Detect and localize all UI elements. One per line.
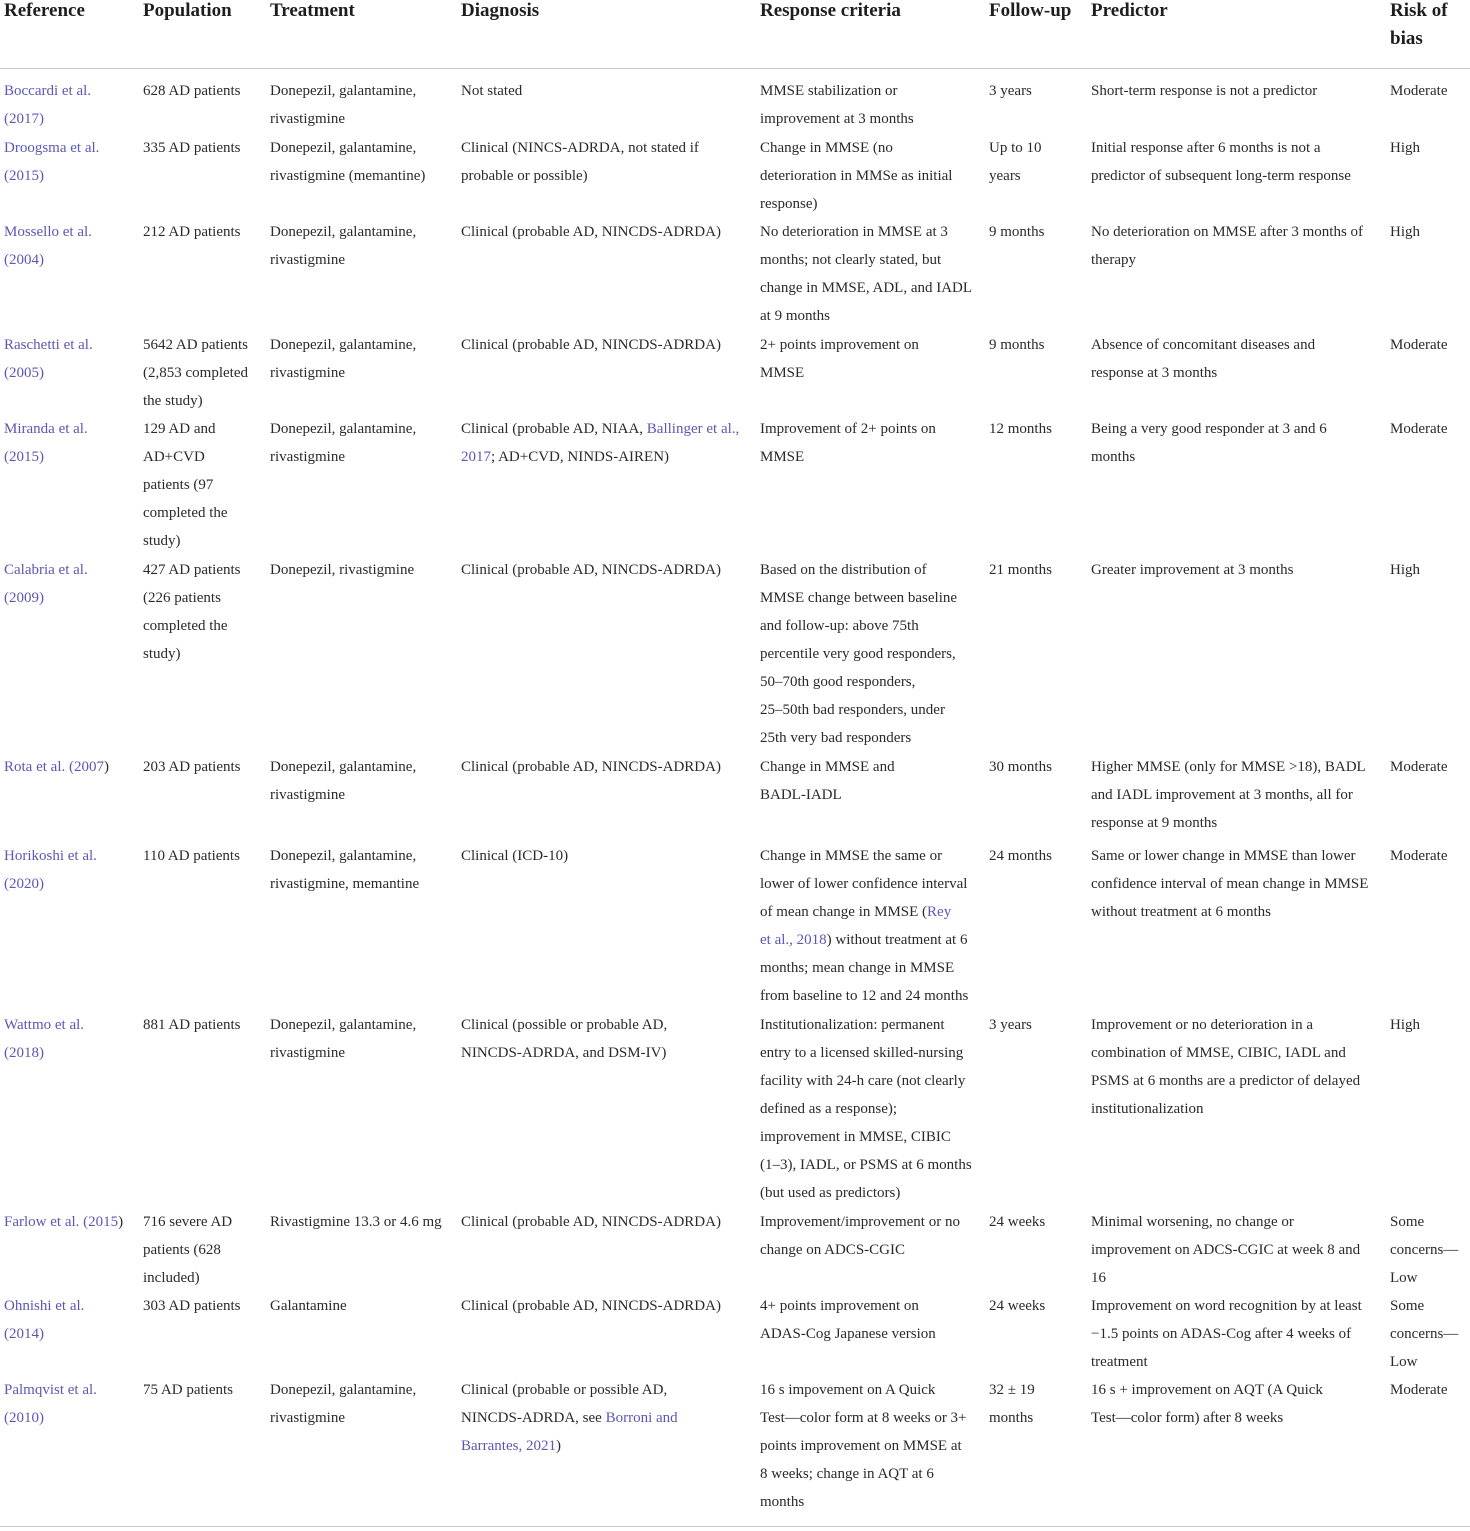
diagnosis-citation-link[interactable]: Ballinger et al., 2017 [461,421,740,465]
cell-population: 716 severe AD patients (628 included) [143,1214,233,1286]
cell-predictor: Greater improvement at 3 months [1091,562,1294,578]
header-predictor: Predictor [1091,0,1168,21]
cell-treatment: Donepezil, galantamine, rivastigmine [270,759,417,803]
cell-treatment: Donepezil, galantamine, rivastigmine [270,83,417,127]
cell-treatment: Donepezil, galantamine, rivastigmine [270,1017,417,1061]
diagnosis-text: ) [555,1438,561,1454]
cell-follow-up: 3 years [989,1017,1032,1033]
cell-reference[interactable] [4,77,136,133]
cell-diagnosis: Clinical (probable AD, NINCDS-ADRDA) [461,759,721,775]
cell-diagnosis [461,415,753,471]
header-reference: Reference [4,0,85,21]
cell-follow-up: 24 weeks [989,1214,1046,1230]
cell-predictor: Initial response after 6 months is not a predictor of subsequent long-term response [1091,140,1351,184]
diagnosis-citation-link[interactable]: Borroni and Barrantes, 2021 [461,1410,678,1454]
cell-response-criteria: MMSE stabilization or improvement at 3 months [760,83,914,127]
cell-predictor: Improvement on word recognition by at least −1.5 points on ADAS-Cog after 4 weeks of treatment [1091,1298,1362,1370]
reference-year-link[interactable]: 2007 [73,759,104,775]
reference-year-link[interactable]: (2015) [4,449,44,465]
header-follow-up: Follow-up [989,0,1072,21]
cell-reference[interactable] [4,134,136,190]
reference-author-link[interactable]: Farlow et al. ( [4,1214,89,1230]
cell-reference[interactable] [4,331,136,387]
cell-follow-up: 24 months [989,848,1052,864]
cell-risk-of-bias: High [1390,1017,1420,1033]
header-population: Population [143,0,232,21]
cell-reference[interactable] [4,218,136,274]
cell-reference[interactable] [4,1292,136,1348]
cell-treatment: Donepezil, galantamine, rivastigmine [270,337,417,381]
cell-response-criteria: Improvement/improvement or no change on ADCS-CGIC [760,1214,960,1258]
reference-year-link[interactable]: (2017) [4,111,44,127]
cell-treatment: Donepezil, galantamine, rivastigmine [270,1382,417,1426]
cell-risk-of-bias: Moderate [1390,759,1448,775]
cell-response-criteria: Change in MMSE (no deterioration in MMSe as initial response) [760,140,953,212]
cell-population: 203 AD patients [143,759,241,775]
cell-treatment: Donepezil, rivastigmine [270,562,415,578]
cell-risk-of-bias: High [1390,140,1420,156]
reference-author-link[interactable]: Ohnishi et al. [4,1298,85,1314]
reference-year-link[interactable]: (2010) [4,1410,44,1426]
cell-diagnosis [461,1376,753,1460]
cell-population: 628 AD patients [143,83,241,99]
reference-author-link[interactable]: Rota et al. ( [4,759,74,775]
cell-treatment: Rivastigmine 13.3 or 4.6 mg [270,1214,442,1230]
header-response-criteria: Response criteria [760,0,901,21]
cell-response-criteria: Institutionalization: permanent entry to a licensed skilled-nursing facility with 24-h care (not clearly defined as a response); improvement in MMSE, CIBIC (1–3), IADL, or PSMS at 6 months (but used as predictors) [760,1017,972,1201]
reference-year-link[interactable]: 2015 [88,1214,119,1230]
cell-predictor: Improvement or no deterioration in a combination of MMSE, CIBIC, IADL and PSMS at 6 months are a predictor of delayed institutionalization [1091,1017,1361,1117]
cell-predictor: Absence of concomitant diseases and response at 3 months [1091,337,1316,381]
cell-response-criteria: Change in MMSE and BADL-IADL [760,759,895,803]
cell-reference[interactable] [4,753,136,781]
cell-population: 75 AD patients [143,1382,233,1398]
cell-response-criteria: 4+ points improvement on ADAS-Cog Japanese version [760,1298,936,1342]
reference-year-link[interactable]: (2015) [4,168,44,184]
reference-author-link[interactable]: Raschetti et al. [4,337,93,353]
diagnosis-text: Clinical (probable or possible AD, NINCDS-ADRDA, see [461,1382,668,1426]
header-treatment: Treatment [270,0,355,21]
table-header [0,0,1470,69]
cell-follow-up: 21 months [989,562,1052,578]
response-text: Change in MMSE the same or lower of lower confidence interval of mean change in MMSE ( [760,848,968,920]
cell-risk-of-bias: Moderate [1390,83,1448,99]
cell-predictor: Short-term response is not a predictor [1091,83,1318,99]
cell-diagnosis: Not stated [461,83,523,99]
cell-predictor: Minimal worsening, no change or improvement on ADCS-CGIC at week 8 and 16 [1091,1214,1361,1286]
cell-population: 335 AD patients [143,140,241,156]
reference-year-link[interactable]: (2009) [4,590,44,606]
cell-risk-of-bias: Some concerns— Low [1390,1298,1459,1370]
reference-paren: ) [103,759,109,775]
cell-predictor: Same or lower change in MMSE than lower confidence interval of mean change in MMSE without treatment at 6 months [1091,848,1369,920]
cell-population: 212 AD patients [143,224,241,240]
cell-response-criteria [760,842,982,1010]
cell-risk-of-bias: Moderate [1390,1382,1448,1398]
cell-response-criteria: 2+ points improvement on MMSE [760,337,919,381]
header-diagnosis: Diagnosis [461,0,540,21]
cell-population: 110 AD patients [143,848,240,864]
cell-population: 303 AD patients [143,1298,241,1314]
reference-year-link[interactable]: (2004) [4,252,44,268]
reference-year-link[interactable]: (2018) [4,1045,44,1061]
cell-predictor: Higher MMSE (only for MMSE >18), BADL and IADL improvement at 3 months, all for response at 9 months [1091,759,1366,831]
response-text: ) without treatment at 6 months; mean change in MMSE from baseline to 12 and 24 months [760,932,969,1004]
cell-diagnosis: Clinical (probable AD, NINCDS-ADRDA) [461,1298,721,1314]
cell-reference[interactable] [4,1208,136,1236]
response-citation-link[interactable]: Rey et al., 2018 [760,904,952,948]
cell-treatment: Donepezil, galantamine, rivastigmine (memantine) [270,140,426,184]
cell-follow-up: 3 years [989,83,1032,99]
diagnosis-text: Clinical (probable AD, NIAA, [461,421,647,437]
cell-risk-of-bias: High [1390,562,1420,578]
cell-follow-up: 12 months [989,421,1052,437]
cell-risk-of-bias: Moderate [1390,848,1448,864]
reference-author-link[interactable]: Mossello et al. [4,224,92,240]
cell-risk-of-bias: High [1390,224,1420,240]
reference-year-link[interactable]: (2005) [4,365,44,381]
cell-predictor: 16 s + improvement on AQT (A Quick Test—color form) after 8 weeks [1091,1382,1323,1426]
reference-paren: ) [118,1214,124,1230]
cell-response-criteria: Improvement of 2+ points on MMSE [760,421,936,465]
cell-response-criteria: No deterioration in MMSE at 3 months; not clearly stated, but change in MMSE, ADL, and IADL at 9 months [760,224,973,324]
cell-diagnosis: Clinical (probable AD, NINCDS-ADRDA) [461,562,721,578]
reference-year-link[interactable]: (2020) [4,876,44,892]
cell-risk-of-bias: Some concerns— Low [1390,1214,1459,1286]
reference-author-link[interactable]: Horikoshi et al. [4,848,97,864]
cell-population: 5642 AD patients (2,853 completed the study) [143,337,248,409]
cell-diagnosis: Clinical (possible or probable AD, NINCDS-ADRDA, and DSM-IV) [461,1017,668,1061]
diagnosis-text: ; AD+CVD, NINDS-AIREN) [491,449,670,465]
reference-author-link[interactable]: Miranda et al. [4,421,88,437]
reference-author-link[interactable]: Droogsma et al. [4,140,100,156]
cell-diagnosis: Clinical (ICD-10) [461,848,569,864]
cell-diagnosis: Clinical (probable AD, NINCDS-ADRDA) [461,224,721,240]
reference-author-link[interactable]: Calabria et al. [4,562,88,578]
cell-response-criteria: 16 s impovement on A Quick Test—color form at 8 weeks or 3+ points improvement on MMSE at 8 weeks; change in AQT at 6 months [760,1382,967,1510]
reference-author-link[interactable]: Wattmo et al. [4,1017,85,1033]
cell-risk-of-bias: Moderate [1390,421,1448,437]
cell-treatment: Galantamine [270,1298,347,1314]
cell-population: 881 AD patients [143,1017,241,1033]
header-risk-of-bias: Risk of bias [1390,0,1448,49]
cell-treatment: Donepezil, galantamine, rivastigmine [270,224,417,268]
cell-reference[interactable] [4,1376,136,1432]
cell-reference[interactable] [4,415,136,471]
reference-year-link[interactable]: (2014) [4,1326,44,1342]
cell-diagnosis: Clinical (NINCS-ADRDA, not stated if probable or possible) [461,140,699,184]
cell-reference[interactable] [4,842,136,898]
table-bottom-rule [0,1526,1470,1527]
cell-follow-up: 30 months [989,759,1052,775]
cell-follow-up: 24 weeks [989,1298,1046,1314]
reference-author-link[interactable]: Boccardi et al. [4,83,92,99]
cell-follow-up: 9 months [989,224,1045,240]
cell-predictor: Being a very good responder at 3 and 6 months [1091,421,1327,465]
cell-population: 427 AD patients (226 patients completed the study) [143,562,241,662]
cell-population: 129 AD and AD+CVD patients (97 completed the study) [143,421,228,549]
cell-follow-up: Up to 10 years [989,140,1042,184]
cell-response-criteria: Based on the distribution of MMSE change between baseline and follow-up: above 75th percentile very good responders, 50–70th good responders, 25–50th bad responders, under 25th very bad responders [760,562,958,746]
reference-author-link[interactable]: Palmqvist et al. [4,1382,97,1398]
cell-reference[interactable] [4,556,136,612]
cell-reference[interactable] [4,1011,136,1067]
cell-treatment: Donepezil, galantamine, rivastigmine [270,421,417,465]
cell-diagnosis: Clinical (probable AD, NINCDS-ADRDA) [461,337,721,353]
cell-treatment: Donepezil, galantamine, rivastigmine, memantine [270,848,420,892]
cell-risk-of-bias: Moderate [1390,337,1448,353]
cell-follow-up: 9 months [989,337,1045,353]
cell-predictor: No deterioration on MMSE after 3 months of therapy [1091,224,1364,268]
cell-follow-up: 32 ± 19 months [989,1382,1035,1426]
cell-diagnosis: Clinical (probable AD, NINCDS-ADRDA) [461,1214,721,1230]
